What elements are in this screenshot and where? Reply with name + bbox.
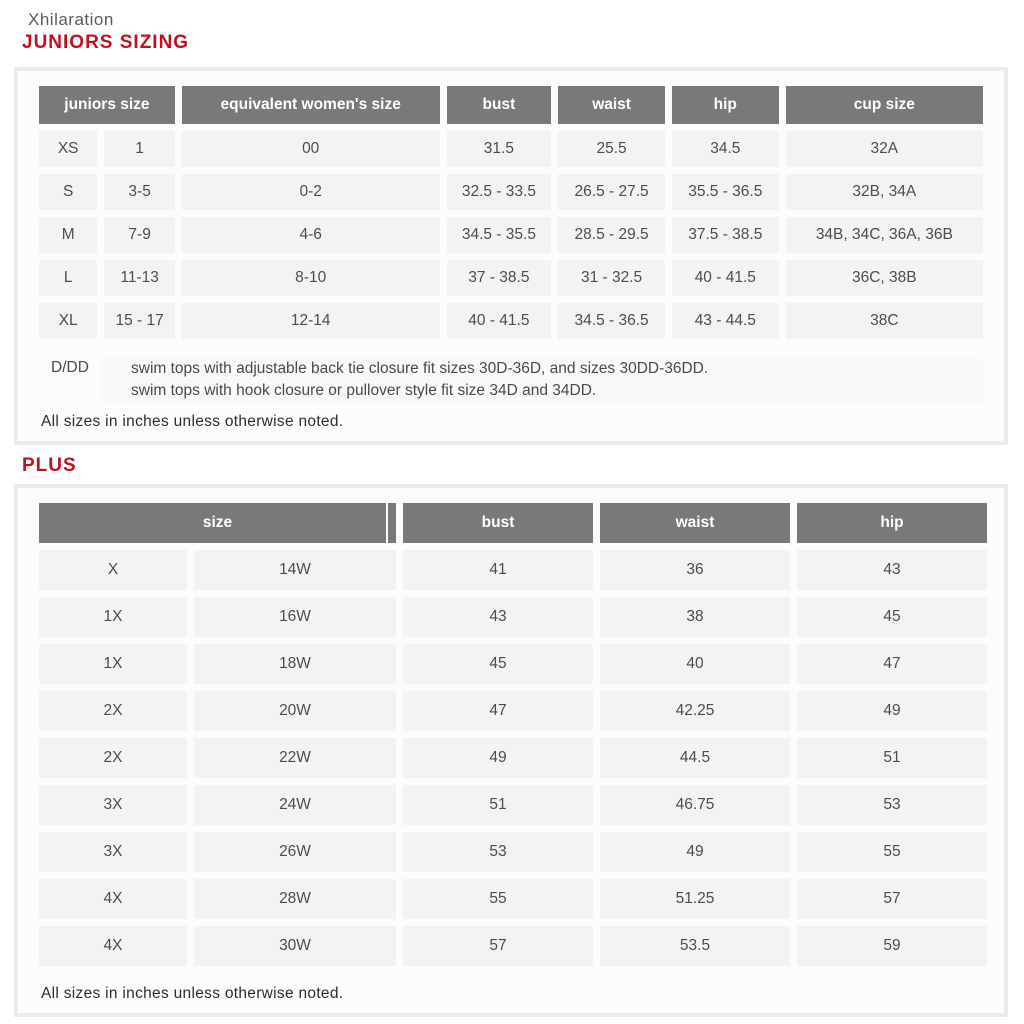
juniors-header-row (39, 86, 983, 124)
table-cell: 37.5 - 38.5 (672, 217, 779, 253)
table-cell: 34.5 - 35.5 (447, 217, 552, 253)
table-cell: 49 (600, 832, 790, 872)
table-cell: 18W (194, 644, 396, 684)
table-row (39, 131, 983, 167)
table-cell: 31.5 (447, 131, 552, 167)
table-cell: 34.5 - 36.5 (558, 303, 665, 339)
table-row (39, 691, 987, 731)
brand-title: Xhilaration (28, 10, 114, 29)
table-cell: 32.5 - 33.5 (447, 174, 552, 210)
table-cell: 31 - 32.5 (558, 260, 665, 296)
table-cell: 43 (403, 597, 593, 637)
table-cell: 43 - 44.5 (672, 303, 779, 339)
header-size: size (39, 503, 396, 543)
table-cell: 4X (39, 926, 187, 966)
table-cell: 20W (194, 691, 396, 731)
table-cell: 53 (797, 785, 987, 825)
table-cell: 57 (797, 879, 987, 919)
table-cell: 2X (39, 738, 187, 778)
table-cell: 41 (403, 550, 593, 590)
table-cell: 14W (194, 550, 396, 590)
table-cell: 40 - 41.5 (447, 303, 552, 339)
plus-footnote: All sizes in inches unless otherwise noted. (41, 984, 344, 1002)
table-cell: 11-13 (104, 260, 174, 296)
table-cell: 51 (797, 738, 987, 778)
ddd-note-row (39, 358, 983, 403)
table-cell: 15 - 17 (104, 303, 174, 339)
table-cell: 38C (786, 303, 983, 339)
plus-heading: PLUS (22, 454, 77, 476)
table-row (39, 303, 983, 339)
table-row (39, 738, 987, 778)
table-cell: M (39, 217, 97, 253)
juniors-footnote: All sizes in inches unless otherwise noted. (41, 412, 344, 430)
table-cell: 36C, 38B (786, 260, 983, 296)
table-cell: 55 (797, 832, 987, 872)
table-row (39, 550, 987, 590)
juniors-heading: JUNIORS SIZING (22, 32, 190, 53)
table-cell: 40 - 41.5 (672, 260, 779, 296)
table-cell: 28W (194, 879, 396, 919)
juniors-table (32, 79, 990, 346)
table-cell: 57 (403, 926, 593, 966)
table-cell: 8-10 (182, 260, 440, 296)
table-cell: 51.25 (600, 879, 790, 919)
table-cell: 25.5 (558, 131, 665, 167)
table-cell: 44.5 (600, 738, 790, 778)
table-cell: 3X (39, 832, 187, 872)
table-cell: 1 (104, 131, 174, 167)
table-cell: 26W (194, 832, 396, 872)
table-cell: 28.5 - 29.5 (558, 217, 665, 253)
table-cell: 45 (797, 597, 987, 637)
table-cell: 38 (600, 597, 790, 637)
table-cell: 7-9 (104, 217, 174, 253)
table-cell: 3-5 (104, 174, 174, 210)
table-row (39, 174, 983, 210)
table-cell: 4-6 (182, 217, 440, 253)
table-cell: 59 (797, 926, 987, 966)
table-cell: 49 (797, 691, 987, 731)
table-cell: X (39, 550, 187, 590)
table-cell: 40 (600, 644, 790, 684)
table-row (39, 260, 983, 296)
table-cell: 22W (194, 738, 396, 778)
table-row (39, 879, 987, 919)
table-cell: 49 (403, 738, 593, 778)
header-equivalent-womens-size: equivalent women's size (182, 86, 440, 124)
table-cell: L (39, 260, 97, 296)
table-row (39, 217, 983, 253)
table-cell: 47 (403, 691, 593, 731)
table-cell: 16W (194, 597, 396, 637)
table-cell: 43 (797, 550, 987, 590)
table-row (39, 644, 987, 684)
table-cell: 51 (403, 785, 593, 825)
table-row (39, 785, 987, 825)
table-cell: 36 (600, 550, 790, 590)
ddd-note (101, 358, 983, 403)
table-cell: 37 - 38.5 (447, 260, 552, 296)
table-cell: 53 (403, 832, 593, 872)
ddd-label: D/DD (51, 359, 89, 376)
plus-table (32, 496, 994, 973)
table-cell: 4X (39, 879, 187, 919)
table-cell: 42.25 (600, 691, 790, 731)
header-waist: waist (558, 86, 665, 124)
table-cell: 26.5 - 27.5 (558, 174, 665, 210)
table-cell: 55 (403, 879, 593, 919)
header-waist: waist (600, 503, 790, 543)
table-cell: 46.75 (600, 785, 790, 825)
ddd-note-line1: swim tops with adjustable back tie closure fit sizes 30D-36D, and sizes 30DD-36DD. (131, 360, 709, 377)
table-cell: 32A (786, 131, 983, 167)
table-row (39, 926, 987, 966)
table-row (39, 832, 987, 872)
table-cell: 00 (182, 131, 440, 167)
table-cell: 53.5 (600, 926, 790, 966)
table-cell: 12-14 (182, 303, 440, 339)
table-cell: 34.5 (672, 131, 779, 167)
plus-header-row (39, 503, 987, 543)
table-cell: 30W (194, 926, 396, 966)
table-cell: 34B, 34C, 36A, 36B (786, 217, 983, 253)
header-hip: hip (797, 503, 987, 543)
table-cell: 0-2 (182, 174, 440, 210)
table-cell: XS (39, 131, 97, 167)
table-cell: XL (39, 303, 97, 339)
header-hip: hip (672, 86, 779, 124)
table-cell: S (39, 174, 97, 210)
table-cell: 47 (797, 644, 987, 684)
table-cell: 35.5 - 36.5 (672, 174, 779, 210)
table-cell: 3X (39, 785, 187, 825)
table-cell: 24W (194, 785, 396, 825)
table-cell: 32B, 34A (786, 174, 983, 210)
header-bust: bust (403, 503, 593, 543)
ddd-note-line2: swim tops with hook closure or pullover style fit size 34D and 34DD. (131, 382, 597, 400)
header-bust: bust (447, 86, 552, 124)
juniors-panel (14, 67, 1008, 445)
table-cell: 1X (39, 597, 187, 637)
header-juniors-size: juniors size (39, 86, 175, 124)
title-block (0, 0, 1024, 54)
header-cup-size: cup size (786, 86, 983, 124)
table-cell: 2X (39, 691, 187, 731)
table-cell: 45 (403, 644, 593, 684)
table-cell: 1X (39, 644, 187, 684)
table-row (39, 597, 987, 637)
plus-panel (14, 484, 1008, 1017)
